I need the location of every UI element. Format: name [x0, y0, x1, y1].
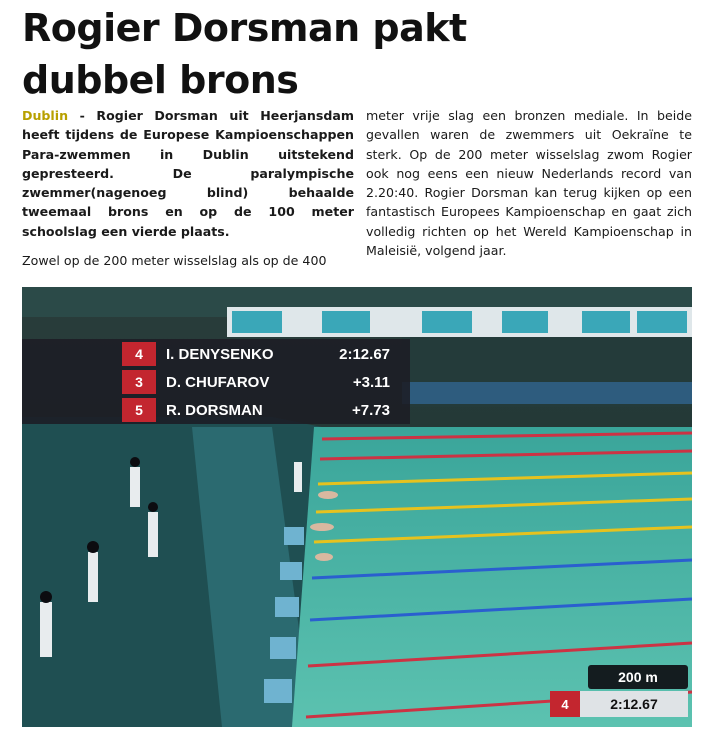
body-paragraph-left: Zowel op de 200 meter wisselslag als op de 400 — [22, 253, 327, 269]
swimmer-time: +7.73 — [352, 402, 390, 419]
winner-lane: 4 — [561, 697, 569, 712]
lane-number: 4 — [135, 346, 143, 362]
article-column-left — [22, 106, 354, 270]
swimmer-time: +3.11 — [352, 374, 390, 391]
headline-line-1: Rogier Dorsman pakt — [22, 6, 467, 50]
lane-number: 5 — [135, 402, 143, 418]
article-headline — [22, 2, 682, 106]
headline-line-2: dubbel brons — [22, 58, 299, 102]
results-scoreboard — [22, 339, 410, 424]
body-paragraph-right: meter vrije slag een bronzen mediale. In beide gevallen waren de zwemmers uit Oekraïne te sterk. Op de 200 meter wisselslag zwom Rogier ook nog eens een nieuw Nederlands record van 2.20:40. Rogier Dorsman kan terug kijken op een fantastisch Europees Kampioenschap en gaat zich volledig richten op het Wereld Kampioenschap in Maleisië, volgend jaar. — [366, 108, 692, 259]
race-distance: 200 m — [618, 669, 658, 685]
swimmer-name: D. CHUFAROV — [166, 374, 270, 391]
lane-number: 3 — [135, 374, 143, 390]
dateline: Dublin — [22, 108, 69, 123]
lead-text: - Rogier Dorsman uit Heerjansdam heeft tijdens de Europese Kampioenschappen Para-zwemmen in Dublin uitstekend gepresteerd. De paralympische zwemmer(nagenoeg blind) behaalde tweemaal brons en op de 100 meter schoolslag een vierde plaats. — [22, 108, 354, 239]
swimmer-time: 2:12.67 — [339, 346, 390, 363]
swimmer-name: R. DORSMAN — [166, 402, 263, 419]
article-column-right — [366, 106, 692, 260]
lead-paragraph — [22, 106, 354, 241]
winner-time: 2:12.67 — [610, 696, 658, 712]
swimming-race-photo — [22, 287, 692, 727]
swimmer-name: I. DENYSENKO — [166, 346, 274, 363]
